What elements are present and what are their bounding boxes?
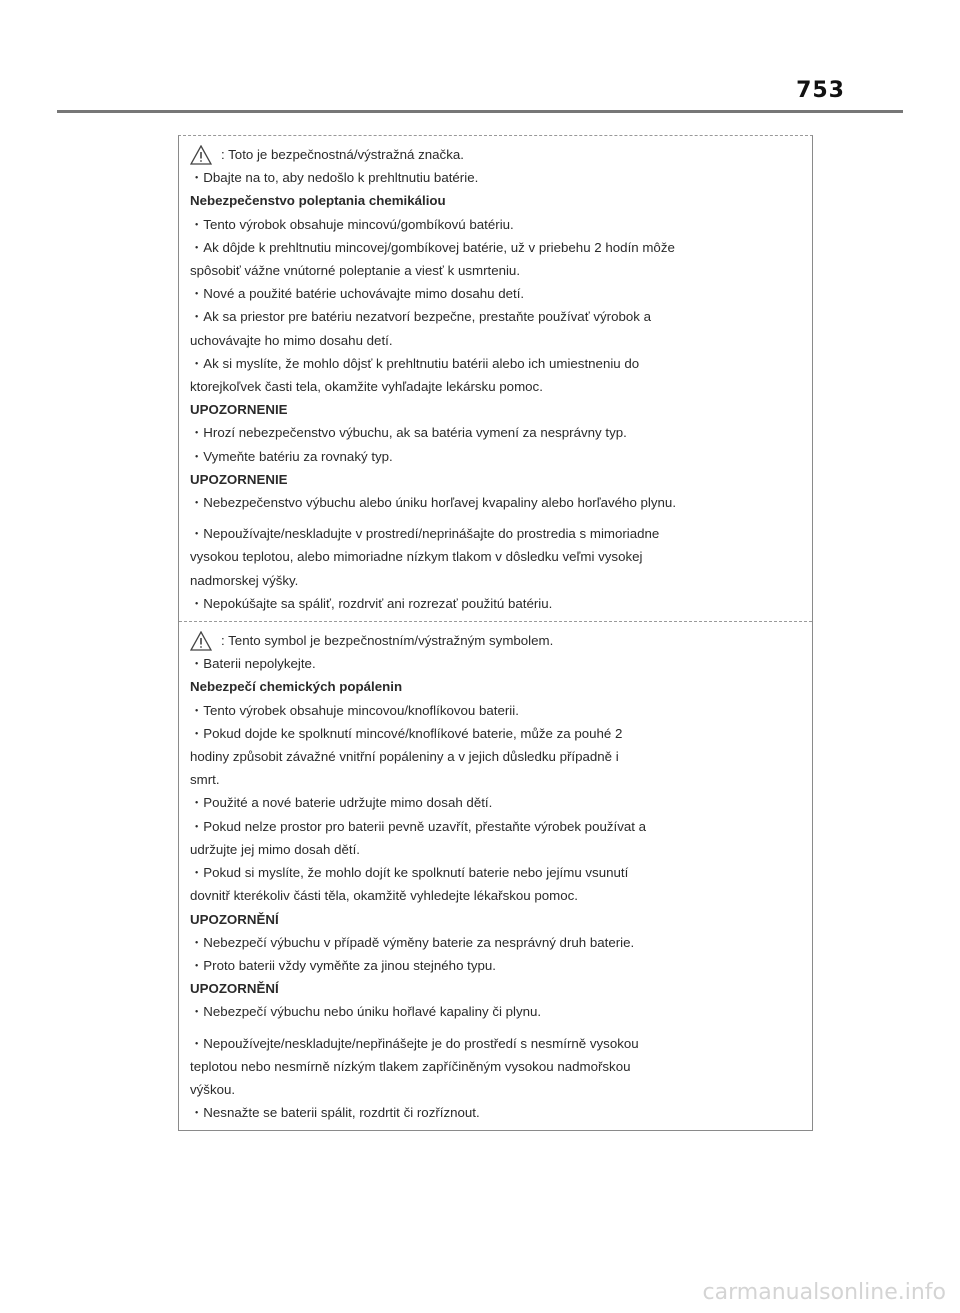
section-heading: UPOZORNENIE — [190, 402, 288, 418]
text-line: ・Proto baterii vždy vyměňte za jinou stejného typu. — [190, 957, 496, 973]
text-line: ・Nové a použité batérie uchovávajte mimo dosahu detí. — [190, 286, 525, 302]
text-line: ・Nepokúšajte sa spáliť, rozdrviť ani rozrezať použitú batériu. — [190, 595, 553, 611]
section-heading: Nebezpečenstvo poleptania chemikáliou — [190, 193, 446, 209]
text-line: ・Nesnažte se baterii spálit, rozdrtit či rozříznout. — [190, 1105, 480, 1121]
battery-safety-notice — [178, 135, 813, 1131]
section-heading: Nebezpečí chemických popálenin — [190, 679, 403, 695]
warning-triangle-icon — [190, 145, 212, 165]
section-heading: UPOZORNĚNÍ — [190, 911, 279, 927]
text-line: ・Tento výrobek obsahuje mincovou/knoflíkovou baterii. — [190, 702, 519, 718]
section-lines — [190, 652, 800, 1124]
text-line: udržujte jej mimo dosah dětí. — [190, 841, 360, 857]
header-rule — [57, 110, 903, 113]
text-line: ・Pokud nelze prostor pro baterii pevně uzavřít, přestaňte výrobek používat a — [190, 818, 647, 834]
text-line: spôsobiť vážne vnútorné poleptanie a viesť k usmrteniu. — [190, 263, 521, 279]
text-line: vysokou teplotou, alebo mimoriadne nízkym tlakom v dôsledku veľmi vysokej — [190, 549, 643, 565]
text-line: ・Hrozí nebezpečenstvo výbuchu, ak sa batéria vymení za nesprávny typ. — [190, 425, 627, 441]
text-line: ・Pokud si myslíte, že mohlo dojít ke spolknutí baterie nebo jejímu vsunutí — [190, 865, 629, 881]
notice-section-czech — [179, 621, 812, 1130]
text-line: ・Nepoužívajte/neskladujte v prostredí/neprinášajte do prostredia s mimoriadne — [190, 526, 660, 542]
text-line: ・Baterii nepolykejte. — [190, 656, 316, 672]
text-line: ktorejkoľvek časti tela, okamžite vyhľadajte lekársku pomoc. — [190, 379, 543, 395]
text-line: ・Ak si myslíte, že mohlo dôjsť k prehltnutiu batérii alebo ich umiestneniu do — [190, 355, 640, 371]
text-line: hodiny způsobit závažné vnitřní popáleniny a v jejich důsledku případně i — [190, 749, 619, 765]
warning-triangle-icon — [190, 631, 212, 651]
text-line: uchovávajte ho mimo dosahu detí. — [190, 332, 393, 348]
section-heading: UPOZORNENIE — [190, 471, 288, 487]
warning-symbol-text: : Toto je bezpečnostná/výstražná značka. — [221, 147, 464, 162]
text-line: ・Pokud dojde ke spolknutí mincové/knoflíkové baterie, může za pouhé 2 — [190, 725, 623, 741]
section-heading: UPOZORNĚNÍ — [190, 981, 279, 997]
text-line: teplotou nebo nesmírně nízkým tlakem zapříčiněným vysokou nadmořskou — [190, 1058, 631, 1074]
text-line: ・Ak dôjde k prehltnutiu mincovej/gombíkovej batérie, už v priebehu 2 hodín môže — [190, 239, 675, 255]
warning-symbol-row — [190, 143, 800, 166]
text-line: ・Ak sa priestor pre batériu nezatvorí bezpečne, prestaňte používať výrobok a — [190, 309, 652, 325]
text-line: ・Dbajte na to, aby nedošlo k prehltnutiu batérie. — [190, 170, 479, 186]
text-line: ・Nepoužívejte/neskladujte/nepřinášejte je do prostředí s nesmírně vysokou — [190, 1035, 639, 1051]
text-line: ・Nebezpečenstvo výbuchu alebo úniku horľavej kvapaliny alebo horľavého plynu. — [190, 495, 677, 511]
warning-symbol-text: : Tento symbol je bezpečnostním/výstražným symbolem. — [221, 633, 554, 649]
text-line: ・Vymeňte batériu za rovnaký typ. — [190, 448, 393, 464]
text-line: ・Tento výrobok obsahuje mincovú/gombíkovú batériu. — [190, 216, 514, 232]
text-line: ・Nebezpečí výbuchu nebo úniku hořlavé kapaliny či plynu. — [190, 1004, 542, 1020]
text-line: smrt. — [190, 772, 220, 788]
watermark: carmanualsonline.info — [702, 1280, 946, 1305]
text-line: ・Použité a nové baterie udržujte mimo dosah dětí. — [190, 795, 493, 811]
text-line: výškou. — [190, 1081, 236, 1097]
notice-section-slovak — [179, 136, 812, 621]
section-lines — [190, 166, 800, 615]
page-number: 753 — [796, 78, 845, 103]
text-line: ・Nebezpečí výbuchu v případě výměny baterie za nesprávný druh baterie. — [190, 934, 635, 950]
warning-symbol-row — [190, 629, 800, 652]
text-line: dovnitř kterékoliv části těla, okamžitě vyhledejte lékařskou pomoc. — [190, 888, 578, 904]
text-line: nadmorskej výšky. — [190, 572, 299, 588]
